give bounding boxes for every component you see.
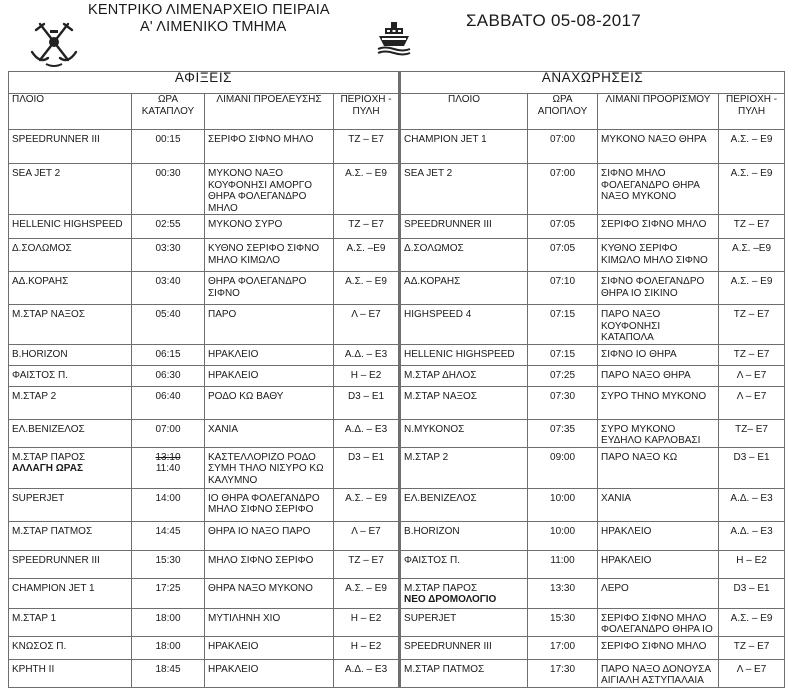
departure-port: ΣΕΡΙΦΟ ΣΙΦΝΟ ΜΗΛΟ: [598, 215, 719, 239]
departure-ship-name: ΑΔ.ΚΟΡΑΗΣ: [404, 276, 461, 287]
arrival-time: [132, 550, 205, 578]
arrival-gate: Α.Δ. – Ε3: [334, 344, 400, 365]
arrival-time: [132, 164, 205, 215]
arrival-port: ΘΗΡΑ ΦΟΛΕΓΑΝΔΡΟ ΣΙΦΝΟ: [205, 272, 334, 305]
departure-time: 07:35: [528, 419, 598, 447]
departure-gate: Λ – Ε7: [719, 386, 785, 419]
table-row: [9, 550, 785, 578]
arrival-ship: [9, 578, 132, 608]
table-row: [9, 305, 785, 345]
departure-gate: ΤΖ – Ε7: [719, 305, 785, 345]
departure-ship: [400, 521, 528, 550]
departure-port: ΣΥΡΟ ΜΥΚΟΝΟ ΕΥΔΗΛΟ ΚΑΡΛΟΒΑΣΙ: [598, 419, 719, 447]
ship-icon: [376, 20, 412, 56]
arrival-gate: Α.Δ. – Ε3: [334, 419, 400, 447]
arrival-ship: [9, 659, 132, 687]
departure-ship: [400, 164, 528, 215]
arrival-ship: [9, 272, 132, 305]
arrival-gate: Λ – Ε7: [334, 305, 400, 345]
arrival-time-value: 03:40: [155, 276, 181, 287]
departure-gate: Α.Δ. – Ε3: [719, 521, 785, 550]
arrival-ship: [9, 305, 132, 345]
arrival-gate: ΤΖ – Ε7: [334, 550, 400, 578]
arrival-time: [132, 344, 205, 365]
table-row: [9, 239, 785, 272]
departure-gate: ΤΖ – Ε7: [719, 215, 785, 239]
departure-ship-name: ΦΑΙΣΤΟΣ Π.: [404, 554, 461, 566]
arrival-port: ΙΟ ΘΗΡΑ ΦΟΛΕΓΑΝΔΡΟ ΜΗΛΟ ΣΙΦΝΟ ΣΕΡΙΦΟ: [205, 488, 334, 521]
arrival-ship-name: ΑΔ.ΚΟΡΑΗΣ: [12, 276, 69, 287]
arrival-time-value: 18:00: [155, 640, 181, 652]
departure-gate: ΤΖ – Ε7: [719, 636, 785, 659]
arrival-port: ΣΕΡΙΦΟ ΣΙΦΝΟ ΜΗΛΟ: [205, 130, 334, 164]
departure-ship: [400, 636, 528, 659]
departure-time: 07:30: [528, 386, 598, 419]
arrival-ship-name: SPEEDRUNNER III: [12, 134, 100, 145]
table-row: [9, 659, 785, 687]
arrivals-col-time: ΩΡΑ ΚΑΤΑΠΛΟΥ: [132, 94, 205, 130]
departure-ship-name: SPEEDRUNNER III: [404, 219, 492, 230]
arrivals-title: ΑΦΙΞΕΙΣ: [9, 72, 400, 94]
table-row: [9, 636, 785, 659]
departure-gate: ΤΖ – Ε7: [719, 344, 785, 365]
departure-ship: [400, 608, 528, 636]
arrival-gate: Α.Σ. – Ε9: [334, 164, 400, 215]
departure-port: ΚΥΘΝΟ ΣΕΡΙΦΟ ΚΙΜΩΛΟ ΜΗΛΟ ΣΙΦΝΟ: [598, 239, 719, 272]
arrival-time-value: 00:15: [155, 134, 181, 145]
page-subtitle: Α' ΛΙΜΕΝΙΚΟ ΤΜΗΜΑ: [140, 19, 287, 35]
departure-time: 10:00: [528, 488, 598, 521]
arrival-time: [132, 659, 205, 687]
arrival-ship-name: SEA JET 2: [12, 168, 61, 179]
arrival-time-value: 02:55: [155, 219, 181, 230]
arrival-ship-name: ΦΑΙΣΤΟΣ Π.: [12, 369, 68, 381]
table-row: [9, 215, 785, 239]
arrival-port: ΠΑΡΟ: [205, 305, 334, 345]
arrival-time-value: 15:30: [155, 554, 181, 566]
departure-ship: [400, 365, 528, 386]
arrival-port: ΜΥΚΟΝΟ ΣΥΡΟ: [205, 215, 334, 239]
arrival-time-value: 03:30: [155, 243, 181, 254]
departure-ship-name: B.HORIZON: [404, 525, 460, 537]
table-row: [9, 386, 785, 419]
arrival-ship-name: ΕΛ.ΒΕΝΙΖΕΛΟΣ: [12, 423, 85, 435]
arrival-time: [132, 386, 205, 419]
departure-gate: Α.Σ. – Ε9: [719, 272, 785, 305]
arrival-gate: Η – Ε2: [334, 608, 400, 636]
schedule-date: ΣΑΒΒΑΤΟ 05-08-2017: [466, 11, 641, 30]
arrival-time: [132, 521, 205, 550]
arrival-time-value: 11:40: [155, 463, 181, 474]
departure-ship-name: SPEEDRUNNER III: [404, 640, 492, 652]
arrival-ship-name: Μ.ΣΤΑΡ ΝΑΞΟΣ: [12, 309, 85, 320]
departure-time: 09:00: [528, 447, 598, 488]
arrival-time-value: 18:45: [155, 663, 181, 675]
arrival-port: ΘΗΡΑ ΙΟ ΝΑΞΟ ΠΑΡΟ: [205, 521, 334, 550]
arrival-time-value: 06:15: [155, 348, 181, 360]
arrival-port: ΜΗΛΟ ΣΙΦΝΟ ΣΕΡΙΦΟ: [205, 550, 334, 578]
arrival-ship: [9, 488, 132, 521]
arrival-time: [132, 488, 205, 521]
arrivals-col-port: ΛΙΜΑΝΙ ΠΡΟΕΛΕΥΣΗΣ: [205, 94, 334, 130]
arrival-port: ΜΥΚΟΝΟ ΝΑΞΟ ΚΟΥΦΟΝΗΣΙ ΑΜΟΡΓΟ ΘΗΡΑ ΦΟΛΕΓΑΝΔΡΟ ΜΗΛΟ: [205, 164, 334, 215]
arrival-port: ΜΥΤΙΛΗΝΗ ΧΙΟ: [205, 608, 334, 636]
departure-time: 17:00: [528, 636, 598, 659]
departure-gate: Η – Ε2: [719, 550, 785, 578]
arrival-time: [132, 419, 205, 447]
departures-col-gate: ΠΕΡΙΟΧΗ - ΠΥΛΗ: [719, 94, 785, 130]
departure-port: ΠΑΡΟ ΝΑΞΟ ΚΩ: [598, 447, 719, 488]
arrival-ship: [9, 164, 132, 215]
departure-ship-name: Μ.ΣΤΑΡ ΠΑΡΟΣ: [404, 582, 478, 594]
departure-port: ΠΑΡΟ ΝΑΞΟ ΘΗΡΑ: [598, 365, 719, 386]
departure-ship: [400, 215, 528, 239]
departure-time: 17:30: [528, 659, 598, 687]
arrival-gate: Η – Ε2: [334, 636, 400, 659]
arrival-gate: Α.Δ. – Ε3: [334, 659, 400, 687]
departure-ship-name: HELLENIC HIGHSPEED: [404, 348, 515, 360]
departures-title: ΑΝΑΧΩΡΗΣΕΙΣ: [400, 72, 785, 94]
arrival-port: ΘΗΡΑ ΝΑΞΟ ΜΥΚΟΝΟ: [205, 578, 334, 608]
departure-time: 07:00: [528, 130, 598, 164]
departure-port: ΧΑΝΙΑ: [598, 488, 719, 521]
departure-gate: ΤΖ– Ε7: [719, 419, 785, 447]
departure-port: ΣΕΡΙΦΟ ΣΙΦΝΟ ΜΗΛΟ ΦΟΛΕΓΑΝΔΡΟ ΘΗΡΑ ΙΟ: [598, 608, 719, 636]
departure-port: ΗΡΑΚΛΕΙΟ: [598, 550, 719, 578]
arrival-time-value: 17:25: [155, 582, 181, 594]
departure-gate: Λ – Ε7: [719, 365, 785, 386]
arrival-time: [132, 636, 205, 659]
departure-port: ΠΑΡΟ ΝΑΞΟ ΔΟΝΟΥΣΑ ΑΙΓΙΑΛΗ ΑΣΤΥΠΑΛΑΙΑ: [598, 659, 719, 687]
arrival-ship-name: SPEEDRUNNER III: [12, 554, 100, 566]
arrival-time-value: 18:00: [155, 612, 181, 624]
departure-time: 10:00: [528, 521, 598, 550]
arrival-ship-name: SUPERJET: [12, 492, 65, 504]
departures-col-time: ΩΡΑ ΑΠΟΠΛΟΥ: [528, 94, 598, 130]
departure-ship-name: Δ.ΣΟΛΩΜΟΣ: [404, 243, 464, 254]
arrival-gate: Α.Σ. –Ε9: [334, 239, 400, 272]
arrival-ship: [9, 365, 132, 386]
arrival-gate: Α.Σ. – Ε9: [334, 272, 400, 305]
departure-gate: Α.Δ. – Ε3: [719, 488, 785, 521]
arrival-ship-name: Μ.ΣΤΑΡ ΠΑΤΜΟΣ: [12, 525, 93, 537]
departure-port: ΣΥΡΟ ΤΗΝΟ ΜΥΚΟΝΟ: [598, 386, 719, 419]
arrival-time-value: 06:40: [155, 390, 181, 402]
arrival-time-value: 00:30: [155, 168, 181, 179]
table-row: [9, 578, 785, 608]
table-row: [9, 608, 785, 636]
departure-time: 07:15: [528, 344, 598, 365]
departure-ship: [400, 305, 528, 345]
departures-col-ship: ΠΛΟΙΟ: [400, 94, 528, 130]
departure-time: 11:00: [528, 550, 598, 578]
table-row: [9, 365, 785, 386]
arrival-ship-name: ΚΡΗΤΗ ΙΙ: [12, 663, 55, 675]
departure-ship-name: ΕΛ.ΒΕΝΙΖΕΛΟΣ: [404, 492, 477, 504]
departure-ship: [400, 447, 528, 488]
departure-time: 07:15: [528, 305, 598, 345]
arrival-time: [132, 305, 205, 345]
arrival-port: ΗΡΑΚΛΕΙΟ: [205, 636, 334, 659]
arrival-ship-name: Δ.ΣΟΛΩΜΟΣ: [12, 243, 72, 254]
departure-ship: [400, 344, 528, 365]
departure-gate: Α.Σ. –Ε9: [719, 239, 785, 272]
coast-guard-anchor-emblem: [28, 20, 80, 68]
arrival-port: ΚΑΣΤΕΛΛΟΡΙΖΟ ΡΟΔΟ ΣΥΜΗ ΤΗΛΟ ΝΙΣΥΡΟ ΚΩ ΚΑΛΥΜΝΟ: [205, 447, 334, 488]
table-row: [9, 344, 785, 365]
arrival-port: ΡΟΔΟ ΚΩ ΒΑΘΥ: [205, 386, 334, 419]
arrivals-col-ship: ΠΛΟΙΟ: [9, 94, 132, 130]
arrival-time: [132, 578, 205, 608]
arrival-gate: Α.Σ. – Ε9: [334, 578, 400, 608]
departure-port: ΗΡΑΚΛΕΙΟ: [598, 521, 719, 550]
table-row: [9, 488, 785, 521]
arrival-port: ΗΡΑΚΛΕΙΟ: [205, 659, 334, 687]
arrival-gate: ΤΖ – Ε7: [334, 215, 400, 239]
arrival-ship-name: ΚΝΩΣΟΣ Π.: [12, 640, 67, 652]
arrival-port: ΚΥΘΝΟ ΣΕΡΙΦΟ ΣΙΦΝΟ ΜΗΛΟ ΚΙΜΩΛΟ: [205, 239, 334, 272]
arrival-port: ΧΑΝΙΑ: [205, 419, 334, 447]
departure-gate: Λ – Ε7: [719, 659, 785, 687]
departure-gate: Α.Σ. – Ε9: [719, 130, 785, 164]
arrival-ship: [9, 550, 132, 578]
departure-port: ΠΑΡΟ ΝΑΞΟ ΚΟΥΦΟΝΗΣΙ ΚΑΤΑΠΟΛΑ: [598, 305, 719, 345]
arrival-gate: D3 – Ε1: [334, 386, 400, 419]
departure-ship: [400, 386, 528, 419]
departure-ship-name: Μ.ΣΤΑΡ 2: [404, 451, 449, 463]
arrival-time-old: 13:10: [155, 451, 181, 463]
arrival-ship: [9, 130, 132, 164]
arrival-ship-name: Μ.ΣΤΑΡ ΠΑΡΟΣ: [12, 451, 86, 463]
departure-gate: Α.Σ. – Ε9: [719, 608, 785, 636]
departure-ship-name: Μ.ΣΤΑΡ ΝΑΞΟΣ: [404, 390, 477, 402]
arrival-gate: Α.Σ. – Ε9: [334, 488, 400, 521]
departure-ship: [400, 130, 528, 164]
arrival-gate: D3 – Ε1: [334, 447, 400, 488]
arrival-time: [132, 608, 205, 636]
arrival-ship: [9, 521, 132, 550]
departure-ship: [400, 272, 528, 305]
departure-ship: [400, 550, 528, 578]
schedule-table: [8, 71, 785, 688]
arrival-ship-name: Μ.ΣΤΑΡ 2: [12, 390, 57, 402]
arrival-ship: [9, 636, 132, 659]
table-row: [9, 447, 785, 488]
arrival-ship-name: B.HORIZON: [12, 348, 68, 360]
departure-time: 07:05: [528, 239, 598, 272]
departure-time: 07:25: [528, 365, 598, 386]
departure-gate: D3 – Ε1: [719, 578, 785, 608]
arrivals-col-gate: ΠΕΡΙΟΧΗ - ΠΥΛΗ: [334, 94, 400, 130]
departure-ship-name: Ν.ΜΥΚΟΝΟΣ: [404, 423, 465, 435]
arrival-ship-name: HELLENIC HIGHSPEED: [12, 219, 123, 230]
departure-port: ΣΙΦΝΟ ΙΟ ΘΗΡΑ: [598, 344, 719, 365]
arrival-ship: [9, 608, 132, 636]
arrival-ship: [9, 344, 132, 365]
departure-port: ΜΥΚΟΝΟ ΝΑΞΟ ΘΗΡΑ: [598, 130, 719, 164]
arrival-ship-name: CHAMPION JET 1: [12, 582, 95, 594]
arrival-ship-name: Μ.ΣΤΑΡ 1: [12, 612, 57, 624]
departure-ship: [400, 578, 528, 608]
departure-ship-name: SUPERJET: [404, 612, 457, 624]
departures-col-port: ΛΙΜΑΝΙ ΠΡΟΟΡΙΣΜΟΥ: [598, 94, 719, 130]
arrival-port: ΗΡΑΚΛΕΙΟ: [205, 344, 334, 365]
departure-ship-name: Μ.ΣΤΑΡ ΠΑΤΜΟΣ: [404, 663, 485, 675]
table-row: [9, 419, 785, 447]
departure-gate: D3 – Ε1: [719, 447, 785, 488]
arrival-ship: [9, 386, 132, 419]
arrival-time-value: 14:45: [155, 525, 181, 537]
departure-ship: [400, 239, 528, 272]
table-row: [9, 272, 785, 305]
arrival-ship: [9, 239, 132, 272]
page-title: ΚΕΝΤΡΙΚΟ ΛΙΜΕΝΑΡΧΕΙΟ ΠΕΙΡΑΙΑ: [88, 2, 330, 18]
arrival-time: [132, 215, 205, 239]
departure-note: ΝΕΟ ΔΡΟΜΟΛΟΓΙΟ: [404, 594, 497, 605]
arrival-port: ΗΡΑΚΛΕΙΟ: [205, 365, 334, 386]
table-row: [9, 521, 785, 550]
arrival-time: [132, 239, 205, 272]
arrival-gate: Η – Ε2: [334, 365, 400, 386]
arrival-time-value: 05:40: [155, 309, 181, 320]
arrival-time-value: 14:00: [155, 492, 181, 504]
arrival-ship: [9, 447, 132, 488]
arrival-ship: [9, 419, 132, 447]
departure-port: ΣΕΡΙΦΟ ΣΙΦΝΟ ΜΗΛΟ: [598, 636, 719, 659]
departure-ship: [400, 659, 528, 687]
departure-time: 07:05: [528, 215, 598, 239]
arrival-time: [132, 272, 205, 305]
arrival-time: [132, 130, 205, 164]
departure-time: 07:10: [528, 272, 598, 305]
arrival-gate: ΤΖ – Ε7: [334, 130, 400, 164]
departure-time: 15:30: [528, 608, 598, 636]
arrival-time: [132, 365, 205, 386]
table-row: [9, 164, 785, 215]
arrival-note: ΑΛΛΑΓΗ ΩΡΑΣ: [12, 463, 83, 474]
departure-ship: [400, 488, 528, 521]
arrival-time-value: 06:30: [155, 369, 181, 381]
arrival-time-value: 07:00: [155, 423, 181, 435]
departure-ship-name: HIGHSPEED 4: [404, 309, 472, 320]
departure-ship-name: Μ.ΣΤΑΡ ΔΗΛΟΣ: [404, 369, 477, 381]
arrival-gate: Λ – Ε7: [334, 521, 400, 550]
departure-ship: [400, 419, 528, 447]
departure-time: 13:30: [528, 578, 598, 608]
departure-gate: Α.Σ. – Ε9: [719, 164, 785, 215]
departure-ship-name: SEA JET 2: [404, 168, 453, 179]
arrival-ship: [9, 215, 132, 239]
table-row: [9, 130, 785, 164]
departure-port: ΛΕΡΟ: [598, 578, 719, 608]
departure-ship-name: CHAMPION JET 1: [404, 134, 487, 145]
departure-port: ΣΙΦΝΟ ΦΟΛΕΓΑΝΔΡΟ ΘΗΡΑ ΙΟ ΣΙΚΙΝΟ: [598, 272, 719, 305]
arrival-time: [132, 447, 205, 488]
departure-port: ΣΙΦΝΟ ΜΗΛΟ ΦΟΛΕΓΑΝΔΡΟ ΘΗΡΑ ΝΑΞΟ ΜΥΚΟΝΟ: [598, 164, 719, 215]
departure-time: 07:00: [528, 164, 598, 215]
